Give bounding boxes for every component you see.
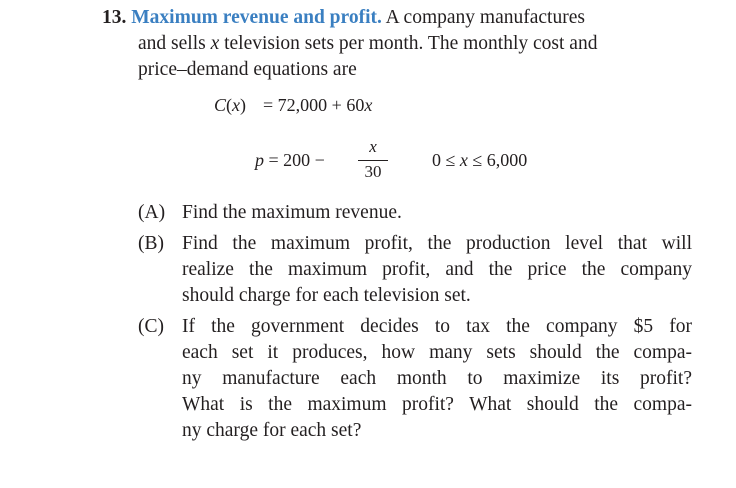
part-a-label: (A) <box>138 202 166 223</box>
intro-line-1: A company manufactures <box>385 7 585 28</box>
intro-line-2-text: and sells x television sets per month. The monthly cost and <box>138 33 598 54</box>
price-eq-domain: 0 ≤ x ≤ 6,000 <box>432 150 528 170</box>
problem-number: 13. <box>102 7 127 28</box>
part-c-line-1: If the government decides to tax the company $5 for <box>182 316 692 337</box>
price-eq-fraction-bar <box>358 160 388 161</box>
cost-eq-rhs: = 72,000 + 60x <box>263 95 373 115</box>
part-c-line-2: each set it produces, how many sets should the compa- <box>182 342 692 363</box>
part-c-label: (C) <box>138 316 164 337</box>
part-c-line-4: What is the maximum profit? What should the compa- <box>182 394 692 415</box>
price-eq-fraction-numerator: x <box>369 137 377 156</box>
intro-line-2 <box>138 31 597 57</box>
cost-equation <box>214 95 372 116</box>
intro-line-3 <box>138 57 357 83</box>
part-b-label: (B) <box>138 233 164 254</box>
part-c-line-5: ny charge for each set? <box>182 420 362 441</box>
part-c-line-3: ny manufacture each month to maximize its profit? <box>182 368 692 389</box>
part-a-line-1: Find the maximum revenue. <box>182 202 402 223</box>
price-eq-fraction-denominator: 30 <box>364 162 382 181</box>
cost-eq-lhs: C(x) <box>214 95 247 115</box>
price-eq-lhs: p = 200 − <box>255 150 325 170</box>
intro-line-3-text: price–demand equations are <box>138 59 357 80</box>
part-b-line-2: realize the maximum profit, and the price the company <box>182 259 692 280</box>
part-b-line-3: should charge for each television set. <box>182 285 471 306</box>
problem-title: Maximum revenue and profit. <box>131 7 382 28</box>
part-b-line-1: Find the maximum profit, the production level that will <box>182 233 692 254</box>
problem-header <box>102 5 585 31</box>
